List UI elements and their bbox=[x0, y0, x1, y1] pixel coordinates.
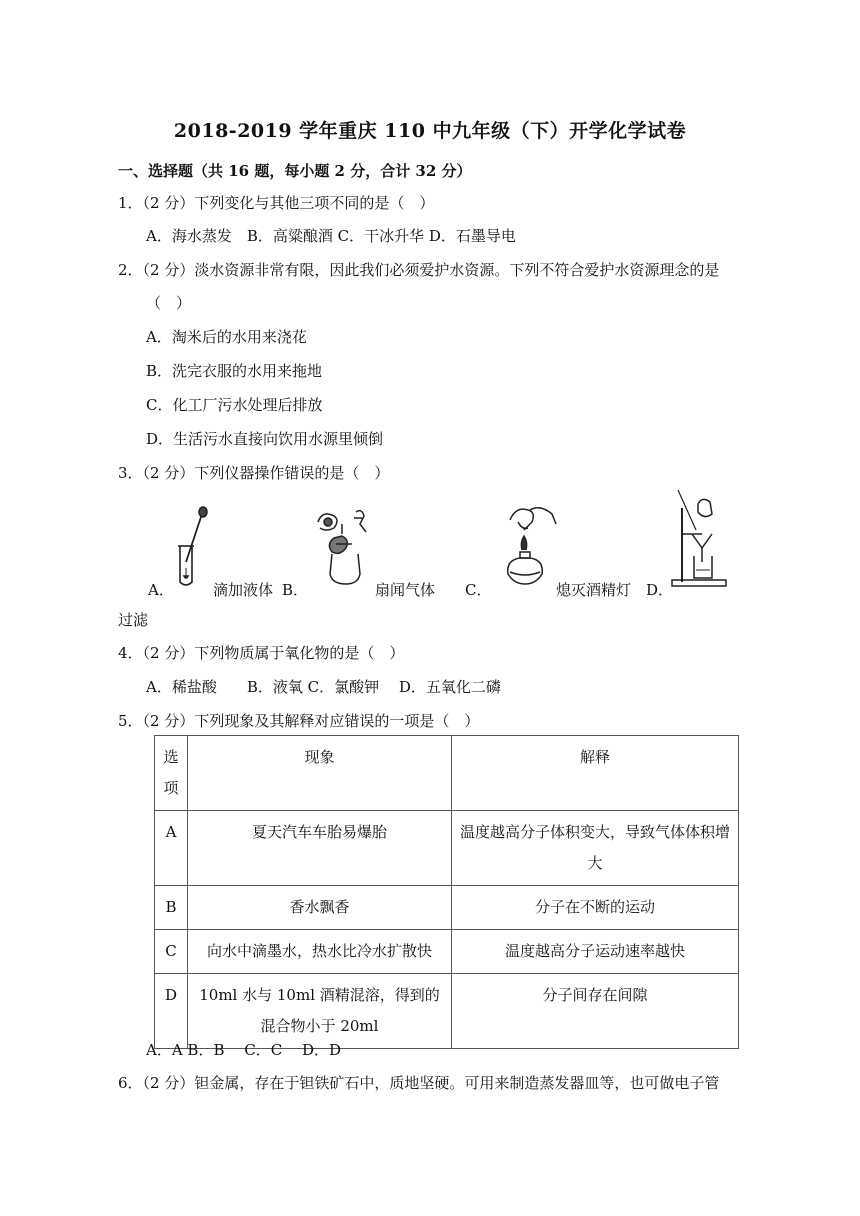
q3-a-letter: A． bbox=[148, 581, 174, 599]
q3-d-text: 过滤 bbox=[118, 611, 149, 629]
q2-option-a: A．淘米后的水用来浇花 bbox=[146, 328, 307, 346]
filtration-figure bbox=[668, 490, 730, 590]
q2-option-d: D．生活污水直接向饮用水源里倾倒 bbox=[146, 430, 384, 448]
q2-stem-cont: （ ） bbox=[146, 294, 192, 312]
header-explanation: 解释 bbox=[452, 736, 739, 811]
alcohol-lamp-figure bbox=[496, 500, 558, 590]
row-explanation: 分子在不断的运动 bbox=[452, 886, 739, 930]
q3-b-text: 扇闻气体 bbox=[375, 581, 436, 599]
q5-table bbox=[154, 735, 739, 1049]
q4-options: A．稀盐酸 B．液氧 C．氯酸钾 D．五氧化二磷 bbox=[146, 678, 501, 696]
row-explanation: 温度越高分子体积变大，导致气体体积增大 bbox=[452, 811, 739, 886]
dropper-test-tube-figure bbox=[172, 506, 212, 590]
header-phenomenon: 现象 bbox=[188, 736, 452, 811]
q3-c-letter: C． bbox=[465, 581, 492, 599]
q5-options: A．A B．B C．C D．D bbox=[146, 1041, 342, 1059]
row-phenomenon: 香水飘香 bbox=[188, 886, 452, 930]
q3-stem: 3．（2 分）下列仪器操作错误的是（ ） bbox=[118, 464, 390, 482]
table-row bbox=[155, 930, 739, 974]
row-phenomenon: 向水中滴墨水，热水比冷水扩散快 bbox=[188, 930, 452, 974]
table-row bbox=[155, 811, 739, 886]
row-explanation: 温度越高分子运动速率越快 bbox=[452, 930, 739, 974]
wafting-gas-figure bbox=[312, 504, 376, 588]
q3-d-letter: D． bbox=[646, 581, 674, 599]
q4-stem: 4．（2 分）下列物质属于氧化物的是（ ） bbox=[118, 644, 405, 662]
q1-stem: 1．（2 分）下列变化与其他三项不同的是（ ） bbox=[118, 194, 435, 212]
row-option: C bbox=[155, 930, 188, 974]
q3-a-text: 滴加液体 bbox=[213, 581, 274, 599]
row-option: D bbox=[155, 974, 188, 1049]
table-header-row bbox=[155, 736, 739, 811]
q2-option-c: C．化工厂污水处理后排放 bbox=[146, 396, 323, 414]
exam-title: 2018-2019 学年重庆 110 中九年级（下）开学化学试卷 bbox=[173, 120, 687, 142]
q3-b-letter: B． bbox=[282, 581, 309, 599]
q6-stem: 6．（2 分）钽金属，存在于钽铁矿石中，质地坚硬。可用来制造蒸发器皿等，也可做电子管 bbox=[118, 1074, 720, 1092]
row-option: A bbox=[155, 811, 188, 886]
row-option: B bbox=[155, 886, 188, 930]
q2-option-b: B．洗完衣服的水用来拖地 bbox=[146, 362, 323, 380]
header-option: 选项 bbox=[155, 736, 188, 811]
row-explanation: 分子间存在间隙 bbox=[452, 974, 739, 1049]
q1-options: A．海水蒸发 B．高粱酿酒 C．干冰升华 D．石墨导电 bbox=[146, 227, 516, 245]
row-phenomenon: 10ml 水与 10ml 酒精混溶，得到的混合物小于 20ml bbox=[188, 974, 452, 1049]
q2-stem: 2．（2 分）淡水资源非常有限，因此我们必须爱护水资源。下列不符合爱护水资源理念的是 bbox=[118, 261, 720, 279]
table-row bbox=[155, 974, 739, 1049]
section-heading: 一、选择题（共 16 题，每小题 2 分，合计 32 分） bbox=[118, 162, 472, 180]
q5-stem: 5．（2 分）下列现象及其解释对应错误的一项是（ ） bbox=[118, 712, 480, 730]
q3-c-text: 熄灭酒精灯 bbox=[556, 581, 632, 599]
row-phenomenon: 夏天汽车车胎易爆胎 bbox=[188, 811, 452, 886]
table-row bbox=[155, 886, 739, 930]
